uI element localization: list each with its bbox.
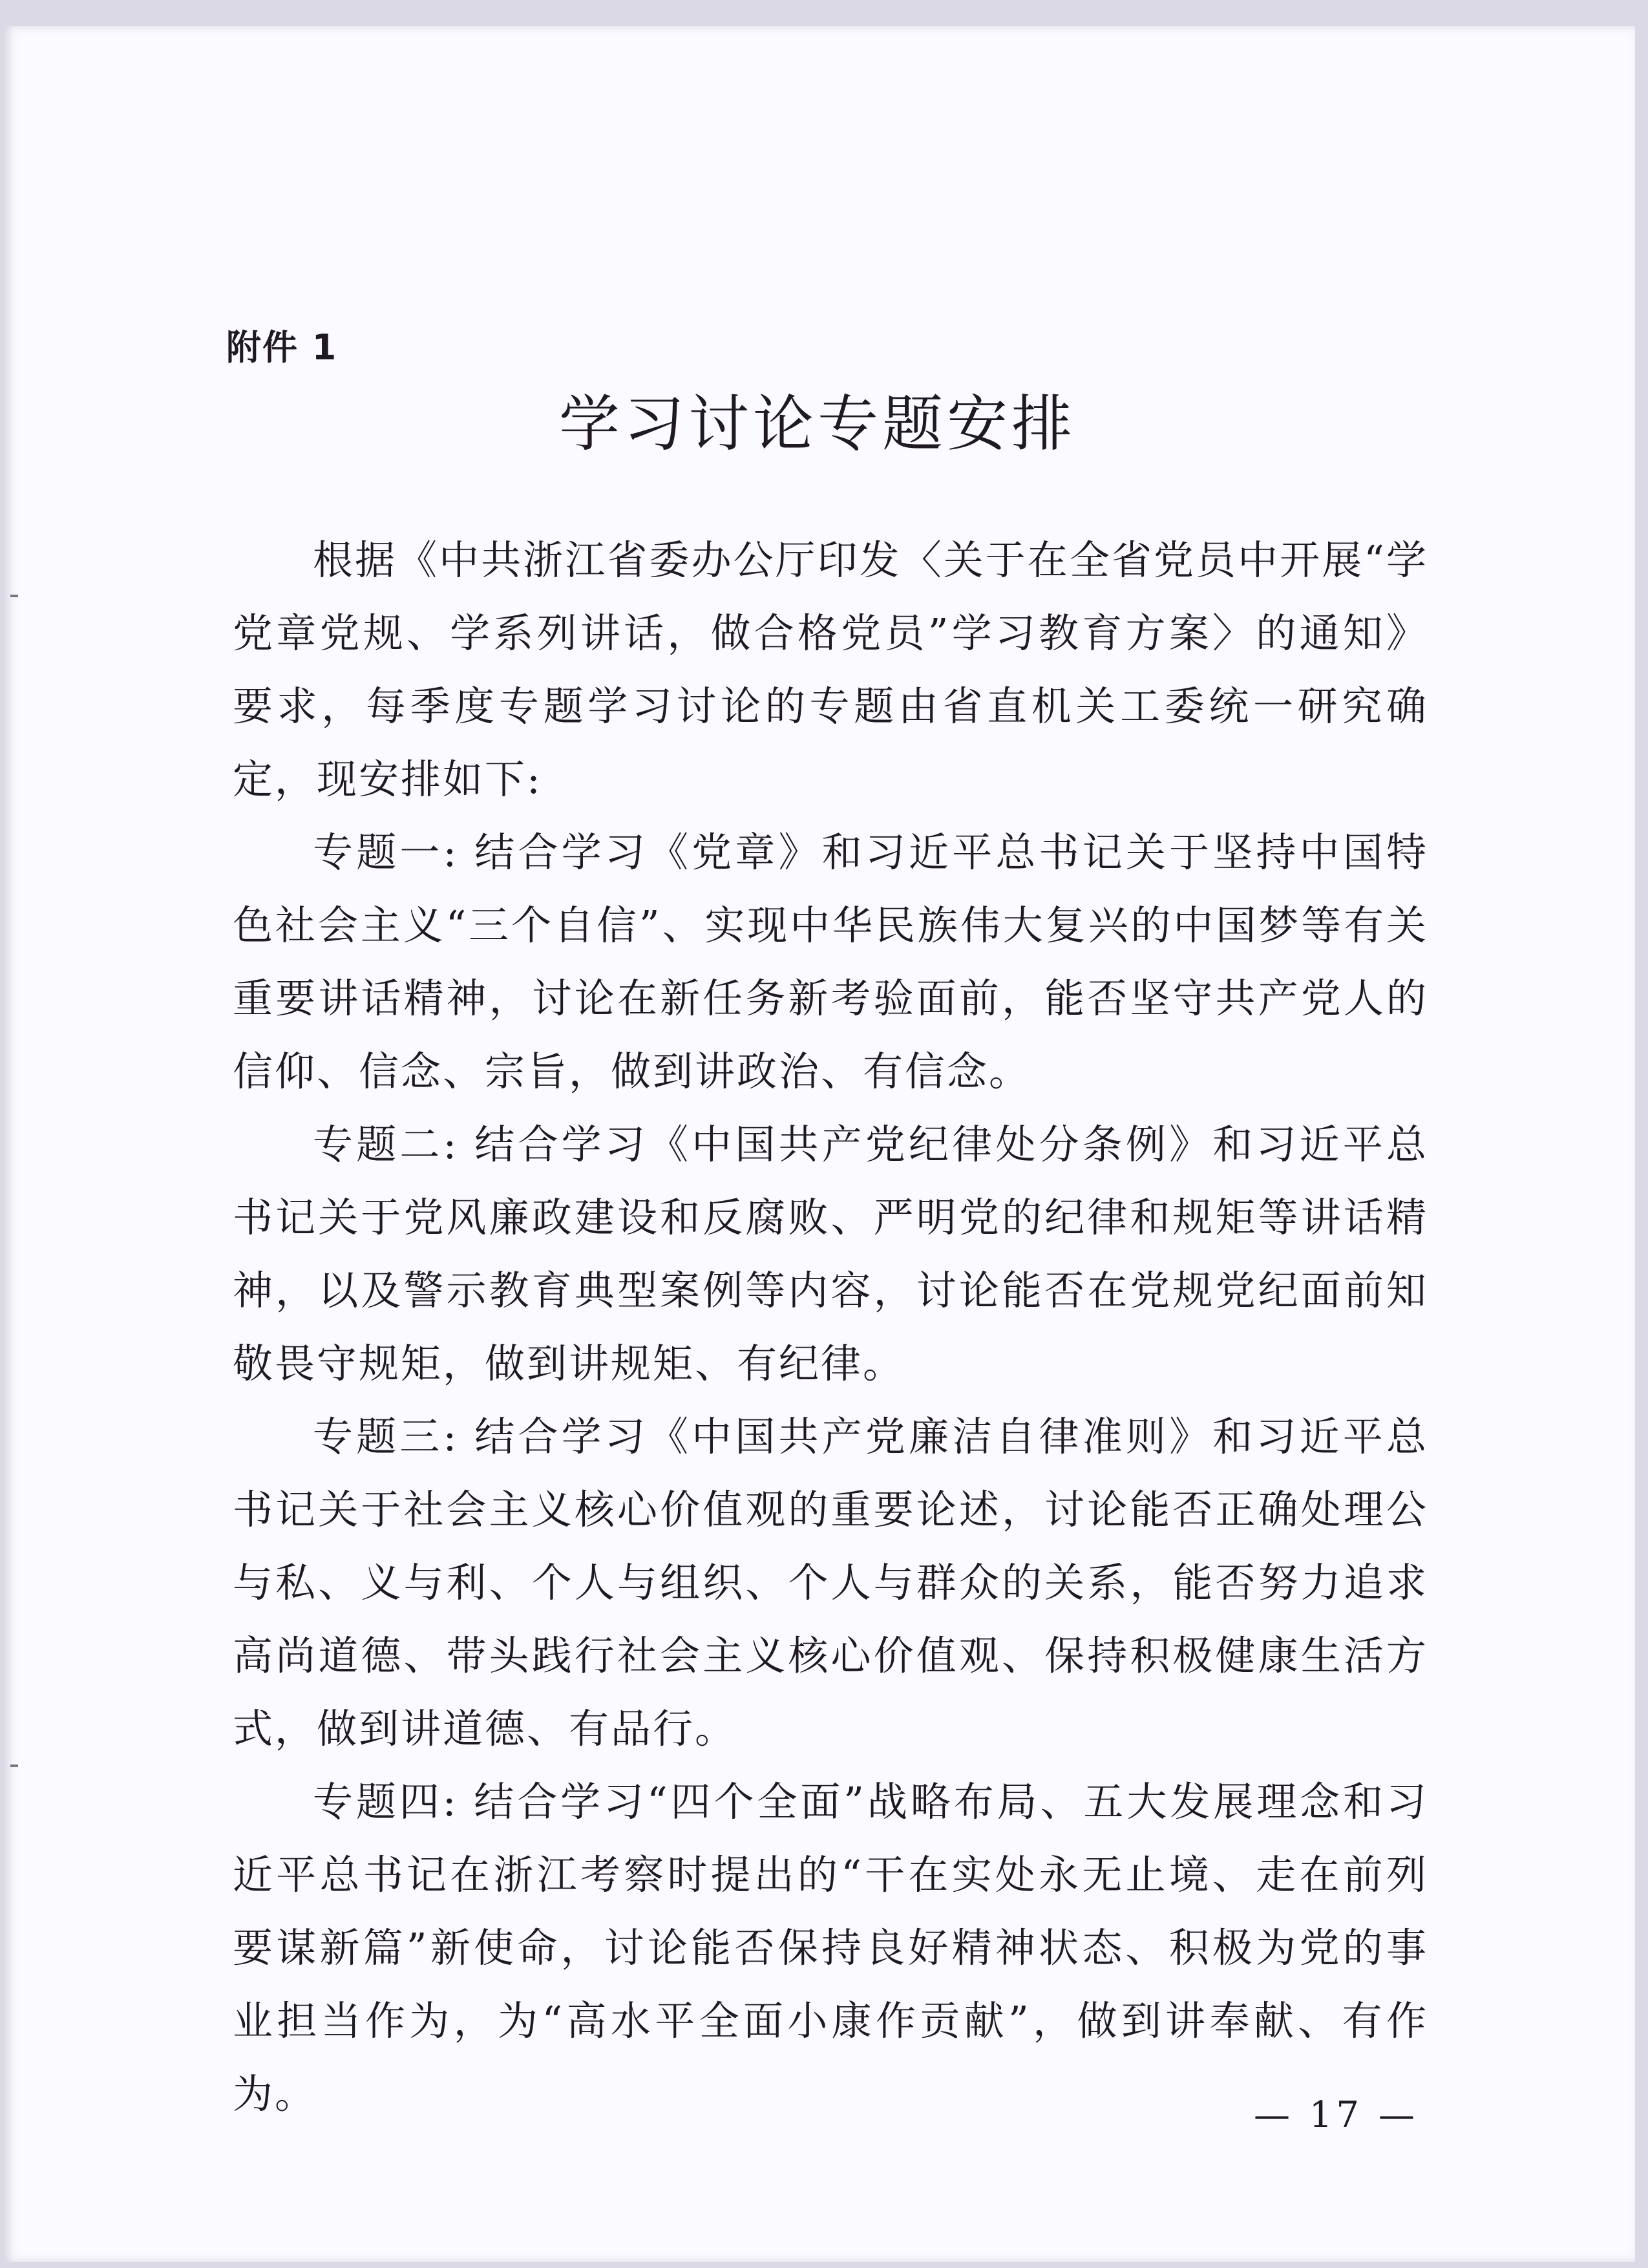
page-number: — 17 — bbox=[1254, 2094, 1419, 2136]
binding-mark bbox=[10, 1765, 18, 1767]
topic-three-paragraph: 专题三: 结合学习《中国共产党廉洁自律准则》和习近平总书记关于社会主义核心价值观的重要论述，讨论能否正确处理公与私、义与利、个人与组织、个人与群众的关系，能否努力追求高尚道德、带头践行社会主义核心价值观、保持积极健康生活方式，做到讲道德、有品行。 bbox=[233, 1413, 1428, 1752]
topic-four-paragraph: 专题四: 结合学习“四个全面”战略布局、五大发展理念和习近平总书记在浙江考察时提出的“干在实处永无止境、走在前列要谋新篇”新使命，讨论能否保持良好精神状态、积极为党的事业担当作为，为“高水平全面小康作贡献”，做到讲奉献、有作为。 bbox=[233, 1778, 1428, 2117]
attachment-label: 附件 1 bbox=[226, 327, 338, 368]
intro-paragraph: 根据《中共浙江省委办公厅印发〈关于在全省党员中开展“学党章党规、学系列讲话，做合格党员”学习教育方案〉的通知》要求，每季度专题学习讨论的专题由省直机关工委统一研究确定，现安排如下: bbox=[233, 536, 1428, 803]
topic-one-paragraph: 专题一: 结合学习《党章》和习近平总书记关于坚持中国特色社会主义“三个自信”、实现中华民族伟大复兴的中国梦等有关重要讲话精神，讨论在新任务新考验面前，能否坚守共产党人的信仰、信念、宗旨，做到讲政治、有信念。 bbox=[233, 829, 1428, 1095]
document-body bbox=[233, 524, 1428, 2130]
document-title: 学习讨论专题安排 bbox=[558, 389, 1076, 460]
binding-mark bbox=[10, 595, 18, 597]
topic-two-paragraph: 专题二: 结合学习《中国共产党纪律处分条例》和习近平总书记关于党风廉政建设和反腐败、严明党的纪律和规矩等讲话精神，以及警示教育典型案例等内容，讨论能否在党规党纪面前知敬畏守规矩，做到讲规矩、有纪律。 bbox=[233, 1121, 1428, 1387]
